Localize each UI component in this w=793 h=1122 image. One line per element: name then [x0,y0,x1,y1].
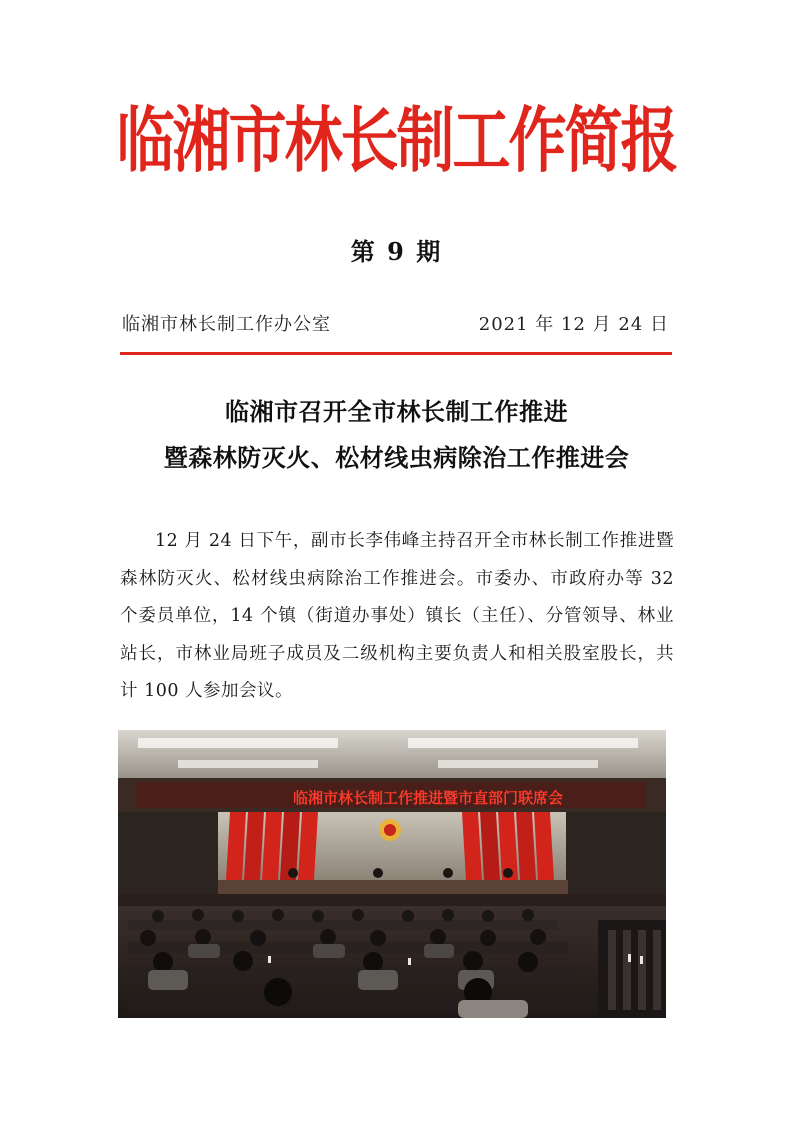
meeting-photo [118,730,666,1018]
meeting-banner-text: 临湘市林长制工作推进暨市直部门联席会 [292,789,563,807]
issuer-name: 临湘市林长制工作办公室 [122,314,331,335]
headline-line-2: 暨森林防灭火、松材线虫病除治工作推进会 [163,444,630,472]
issue-date: 2021 年 12 月 24 日 [478,314,669,335]
article-body: 12 月 24 日下午，副市长李伟峰主持召开全市林长制工作推进暨森林防灭火、松材线虫病除治工作推进会。市委办、市政府办等 32 个委员单位，14 个镇（街道办事处）镇长（主任）、分管领导、林业站长，市林业局班子成员及二级机构主要负责人和相关股室股长，共计 100 人参加会议。 [120,531,674,701]
red-divider [120,352,672,355]
issue-number: 第 9 期 [350,237,443,266]
masthead-title: 临湘市林长制工作简报 [116,99,677,183]
headline-line-1: 临湘市召开全市林长制工作推进 [225,398,568,426]
